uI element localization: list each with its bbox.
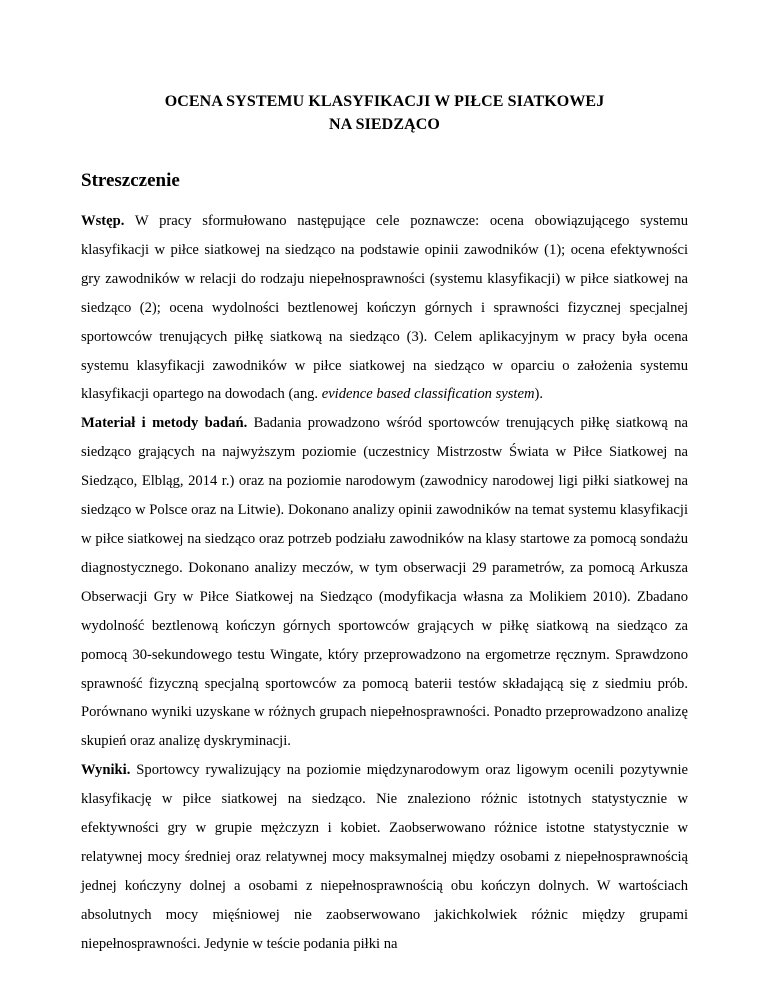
abstract-body bbox=[81, 207, 688, 959]
title-line-2: NA SIEDZĄCO bbox=[329, 116, 440, 133]
document-title bbox=[81, 90, 688, 136]
paragraph-text: W pracy sformułowano następujące cele poznawcze: ocena obowiązującego systemu klasyfikacji w piłce siatkowej na siedząco na podstawie opinii zawodników (1); ocena efektywności gry zawodników w relacji do rodzaju niepełnosprawności (systemu klasyfikacji) w piłce siatkowej na siedząco (2); ocena wydolności beztlenowej kończyn górnych i sprawności fizycznej specjalnej sportowców trenujących piłkę siatkową na siedząco (3). Celem aplikacyjnym w pracy była ocena systemu klasyfikacji zawodników w piłce siatkowej na siedząco w oparciu o założenia systemu klasyfikacji opartego na dowodach (ang. bbox=[81, 213, 688, 403]
paragraph-lead: Wyniki. bbox=[81, 762, 131, 779]
paragraph-methods bbox=[81, 409, 688, 756]
paragraph-lead: Wstęp. bbox=[81, 213, 125, 229]
title-line-1: OCENA SYSTEMU KLASYFIKACJI W PIŁCE SIATKOWEJ bbox=[164, 93, 605, 110]
paragraph-text-end: ). bbox=[534, 386, 543, 403]
paragraph-text: Badania prowadzono wśród sportowców trenujących piłkę siatkową na siedząco grających na najwyższym poziomie (uczestnicy Mistrzostw Świata w Piłce Siatkowej na Siedząco, Elbląg, 2014 r.) oraz na poziomie narodowym (zawodnicy narodowej ligi piłki siatkowej na siedząco w Polsce oraz na Litwie). Dokonano analizy opinii zawodników na temat systemu klasyfikacji w piłce siatkowej na siedząco oraz potrzeb podziału zawodników na klasy startowe za pomocą sondażu diagnostycznego. Dokonano analizy meczów, w tym obserwacji 29 parametrów, za pomocą Arkusza Obserwacji Gry w Piłce Siatkowej na Siedząco (modyfikacja własna za Molikiem 2010). Zbadano wydolność beztlenową kończyn górnych sportowców grających w piłkę siatkową na siedząco za pomocą 30-sekundowego testu Wingate, który przeprowadzono na ergometrze ręcznym. Sprawdzono sprawność fizyczną specjalną sportowców za pomocą baterii testów składającą się z siedmiu prób. Porównano wyniki uzyskane w różnych grupach niepełnosprawności. Ponadto przeprowadzono analizę skupień oraz analizę dyskryminacji. bbox=[81, 415, 688, 750]
paragraph-lead: Materiał i metody badań. bbox=[81, 415, 248, 432]
paragraph-text: Sportowcy rywalizujący na poziomie międzynarodowym oraz ligowym ocenili pozytywnie klasyfikację w piłce siatkowej na siedząco. Nie znaleziono różnic istotnych statystycznie w efektywności gry w grupie mężczyzn i kobiet. Zaobserwowano różnice istotne statystycznie w relatywnej mocy średniej oraz relatywnej mocy maksymalnej między osobami z niepełnosprawnością jednej kończyny dolnej a osobami z niepełnosprawnością obu kończyn dolnych. W wartościach absolutnych mocy mięśniowej nie zaobserwowano jakichkolwiek różnic między grupami niepełnosprawności. Jedynie w teście podania piłki na bbox=[81, 762, 688, 952]
paragraph-results bbox=[81, 756, 688, 958]
italic-term: evidence based classification system bbox=[321, 386, 535, 403]
section-heading-abstract: Streszczenie bbox=[81, 170, 180, 191]
paragraph-intro bbox=[81, 207, 688, 409]
